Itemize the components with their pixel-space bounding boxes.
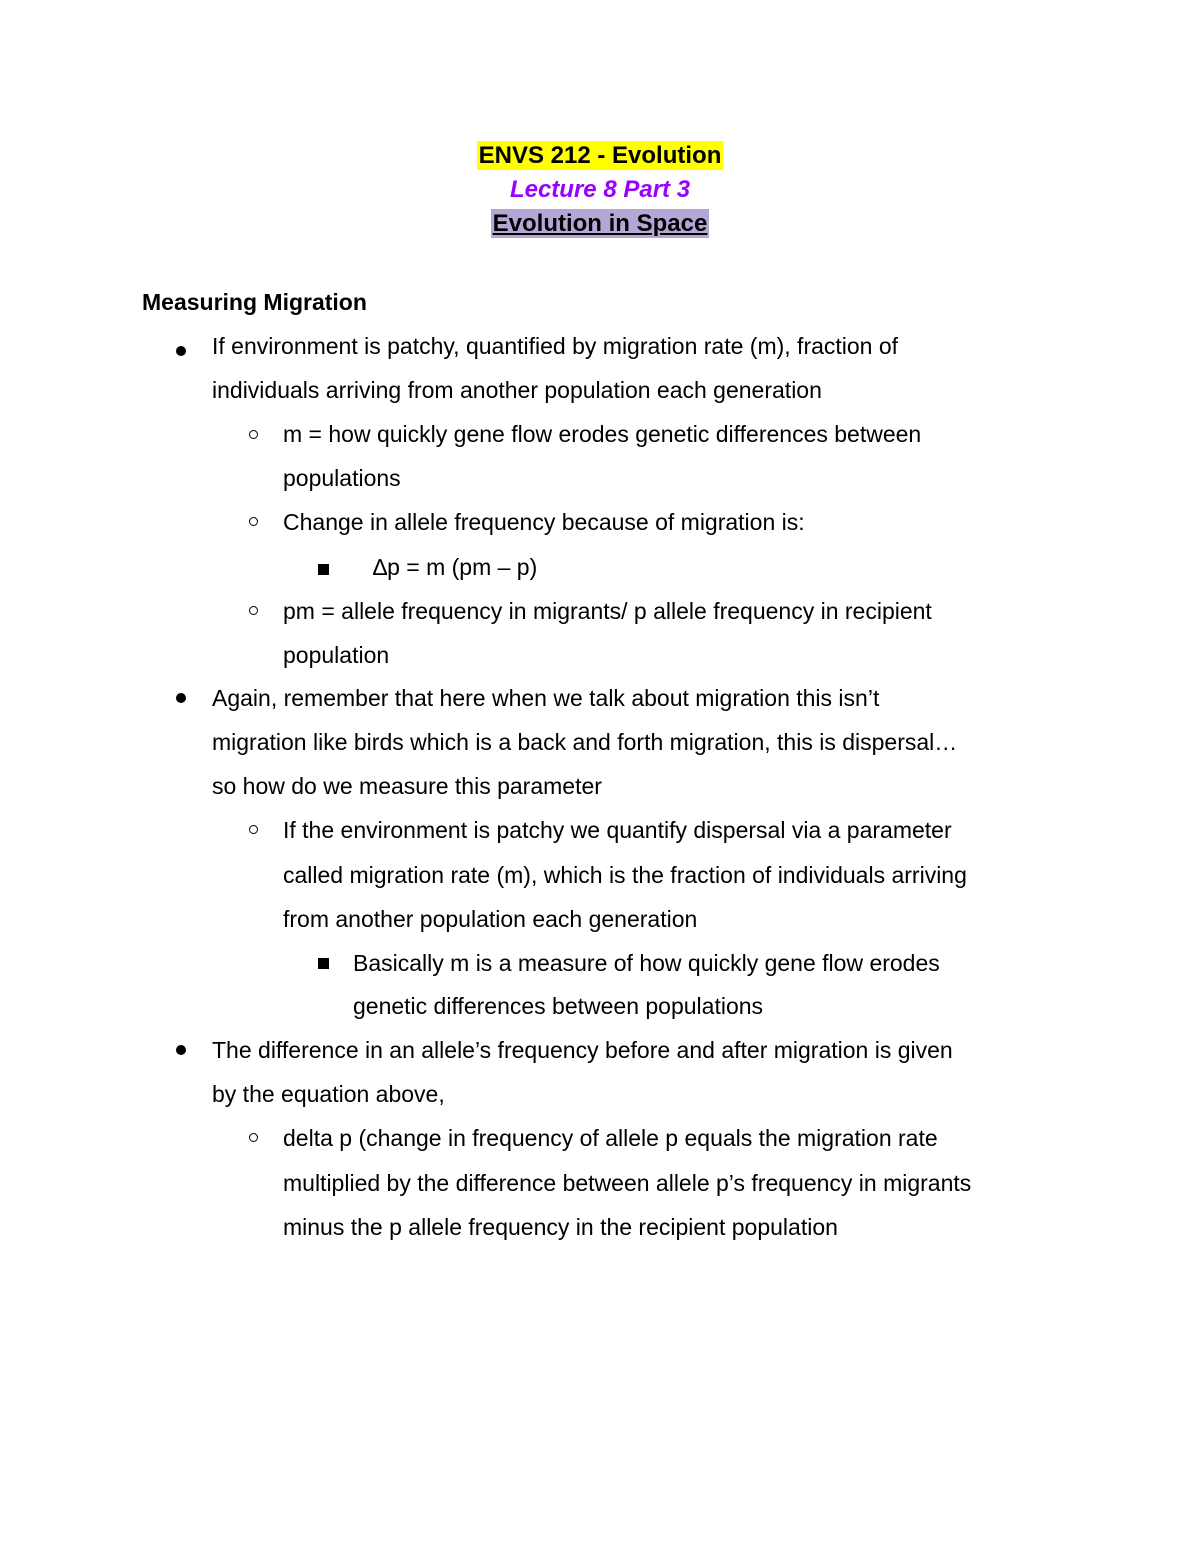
list-item-line: individuals arriving from another population each generation [212, 377, 822, 403]
section-heading: Measuring Migration [142, 289, 367, 315]
list-item-line: populations [283, 465, 401, 491]
list-item-line: genetic differences between populations [353, 993, 764, 1019]
bullet-square-icon [318, 958, 329, 969]
bullet-square-icon [318, 564, 329, 575]
list-item-line: so how do we measure this parameter [212, 773, 602, 799]
list-item-line: pm = allele frequency in migrants/ p allele frequency in recipient [283, 598, 932, 624]
bullet-circle-icon [249, 606, 258, 615]
bullet-circle-icon [249, 825, 258, 834]
list-item-line: minus the p allele frequency in the recipient population [283, 1214, 838, 1240]
bullet-dot-icon [176, 693, 186, 703]
bullet-dot-icon [176, 346, 186, 356]
course-title [0, 141, 1200, 171]
list-item-line: If environment is patchy, quantified by migration rate (m), fraction of [212, 333, 899, 359]
list-item-line: The difference in an allele’s frequency before and after migration is given [212, 1037, 953, 1063]
bullet-dot-icon [176, 1045, 186, 1055]
bullet-circle-icon [249, 430, 258, 439]
bullet-circle-icon [249, 517, 258, 526]
list-item-line: delta p (change in frequency of allele p equals the migration rate [283, 1125, 938, 1151]
list-item-line: If the environment is patchy we quantify dispersal via a parameter [283, 817, 952, 843]
list-item-line: population [283, 642, 390, 668]
lecture-subtitle-text: Lecture 8 Part 3 [509, 176, 691, 203]
list-item-line: migration like birds which is a back and forth migration, this is dispersal… [212, 729, 958, 755]
list-item-line: multiplied by the difference between allele p’s frequency in migrants [283, 1170, 972, 1196]
topic-title [0, 209, 1200, 239]
list-item-line: Basically m is a measure of how quickly gene flow erodes [353, 950, 940, 976]
list-item-line: by the equation above, [212, 1081, 445, 1107]
equation-line: ∆p = m (pm – p) [373, 554, 538, 580]
list-item-line: Change in allele frequency because of migration is: [283, 509, 805, 535]
topic-title-text: Evolution in Space [492, 210, 708, 237]
list-item-line: from another population each generation [283, 906, 698, 932]
lecture-subtitle [0, 175, 1200, 205]
bullet-circle-icon [249, 1133, 258, 1142]
list-item-line: called migration rate (m), which is the fraction of individuals arriving [283, 862, 967, 888]
list-item-line: m = how quickly gene flow erodes genetic differences between [283, 421, 922, 447]
course-title-text: ENVS 212 - Evolution [478, 142, 722, 169]
list-item-line: Again, remember that here when we talk about migration this isn’t [212, 685, 880, 711]
